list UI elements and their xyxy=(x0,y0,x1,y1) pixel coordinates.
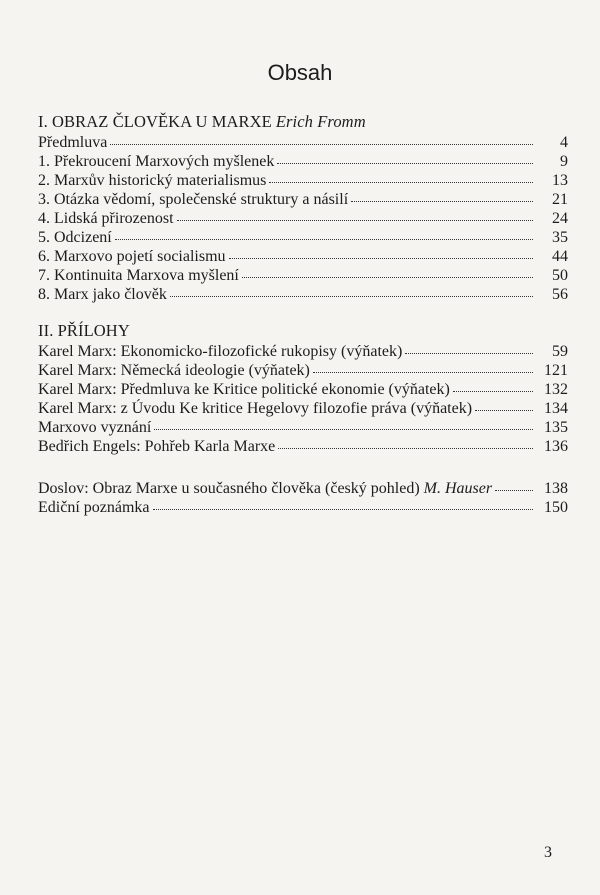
toc-entry-page: 21 xyxy=(552,191,568,208)
dot-leader xyxy=(269,182,533,183)
toc-entry-label: 2. Marxův historický materialismus xyxy=(38,172,267,189)
dot-leader xyxy=(495,490,533,491)
dot-leader xyxy=(475,410,533,411)
toc-entry-label: 6. Marxovo pojetí socialismu xyxy=(38,248,226,265)
dot-leader xyxy=(177,220,533,221)
toc-entry[interactable] xyxy=(38,172,568,191)
dot-leader xyxy=(115,239,533,240)
toc-entry[interactable] xyxy=(38,134,568,153)
toc-entry-label xyxy=(38,480,492,498)
dot-leader xyxy=(313,372,533,373)
toc-entry-page: 134 xyxy=(544,400,568,417)
toc-entry-page: 59 xyxy=(552,343,568,360)
toc-entry-page: 13 xyxy=(552,172,568,189)
toc-entry-page: 136 xyxy=(544,438,568,455)
toc-entry-page: 150 xyxy=(544,499,568,516)
dot-leader xyxy=(110,144,533,145)
toc-entry[interactable] xyxy=(38,419,568,438)
toc-entry-author: M. Hauser xyxy=(423,480,493,497)
section-title xyxy=(38,322,568,343)
dot-leader xyxy=(154,429,533,430)
toc-entry-label: 3. Otázka vědomí, společenské struktury a násilí xyxy=(38,191,349,208)
toc-entry-page: 135 xyxy=(544,419,568,436)
dot-leader xyxy=(351,201,533,202)
toc-entry-label: Karel Marx: z Úvodu Ke kritice Hegelovy filozofie práva (výňatek) xyxy=(38,400,473,417)
toc-entry[interactable] xyxy=(38,286,568,305)
toc-entry[interactable] xyxy=(38,229,568,248)
toc-entry-label: Bedřich Engels: Pohřeb Karla Marxe xyxy=(38,438,276,455)
toc-entry-page: 9 xyxy=(560,153,568,170)
toc-entry-label: Předmluva xyxy=(38,134,108,151)
toc-entry-label: 5. Odcizení xyxy=(38,229,112,246)
dot-leader xyxy=(153,509,533,510)
contents-heading: Obsah xyxy=(267,60,333,85)
section-title-text: II. PŘÍLOHY xyxy=(38,321,130,340)
toc-entry-page: 56 xyxy=(552,286,568,303)
dot-leader xyxy=(405,353,533,354)
toc-entry-page: 50 xyxy=(552,267,568,284)
toc-entry[interactable] xyxy=(38,499,568,518)
toc-entry[interactable] xyxy=(38,400,568,419)
section-author: Erich Fromm xyxy=(275,112,366,131)
toc-entry[interactable] xyxy=(38,153,568,172)
toc-entry-label: 7. Kontinuita Marxova myšlení xyxy=(38,267,239,284)
toc-entry-label: 4. Lidská přirozenost xyxy=(38,210,174,227)
toc-entry-label: Karel Marx: Předmluva ke Kritice politické ekonomie (výňatek) xyxy=(38,381,450,398)
dot-leader xyxy=(278,448,533,449)
dot-leader xyxy=(277,163,533,164)
dot-leader xyxy=(242,277,533,278)
toc-entry[interactable] xyxy=(38,267,568,286)
toc-entry[interactable] xyxy=(38,438,568,457)
toc-entry-title: Doslov: Obraz Marxe u současného člověka (český pohled) xyxy=(38,480,420,497)
toc-entry-page: 24 xyxy=(552,210,568,227)
dot-leader xyxy=(229,258,533,259)
section-title xyxy=(38,113,568,134)
toc-entry[interactable] xyxy=(38,343,568,362)
dot-leader xyxy=(170,296,533,297)
toc-entry-label: 8. Marx jako člověk xyxy=(38,286,167,303)
toc-entry[interactable] xyxy=(38,381,568,400)
page-number: 3 xyxy=(544,844,552,861)
toc-entry-page: 44 xyxy=(552,248,568,265)
toc-entry[interactable] xyxy=(38,248,568,267)
toc-entry[interactable] xyxy=(38,191,568,210)
toc-entry-page: 138 xyxy=(544,480,568,497)
toc-entry[interactable] xyxy=(38,210,568,229)
toc-entry[interactable] xyxy=(38,480,568,499)
toc-entry-page: 121 xyxy=(544,362,568,379)
toc-entry[interactable] xyxy=(38,362,568,381)
dot-leader xyxy=(453,391,533,392)
toc-entry-label: Marxovo vyznání xyxy=(38,419,152,436)
toc-entry-page: 35 xyxy=(552,229,568,246)
toc-entry-label: 1. Překroucení Marxových myšlenek xyxy=(38,153,275,170)
toc-entry-page: 132 xyxy=(544,381,568,398)
section-fromm xyxy=(38,113,568,305)
toc-entry-label: Ediční poznámka xyxy=(38,499,150,516)
toc-entry-label: Karel Marx: Německá ideologie (výňatek) xyxy=(38,362,310,379)
section-title-text: I. OBRAZ ČLOVĚKA U MARXE xyxy=(38,112,272,131)
toc-entry-page: 4 xyxy=(560,134,568,151)
section-afterword xyxy=(38,480,568,518)
toc-entry-label: Karel Marx: Ekonomicko-filozofické rukopisy (výňatek) xyxy=(38,343,403,360)
section-appendices xyxy=(38,322,568,457)
